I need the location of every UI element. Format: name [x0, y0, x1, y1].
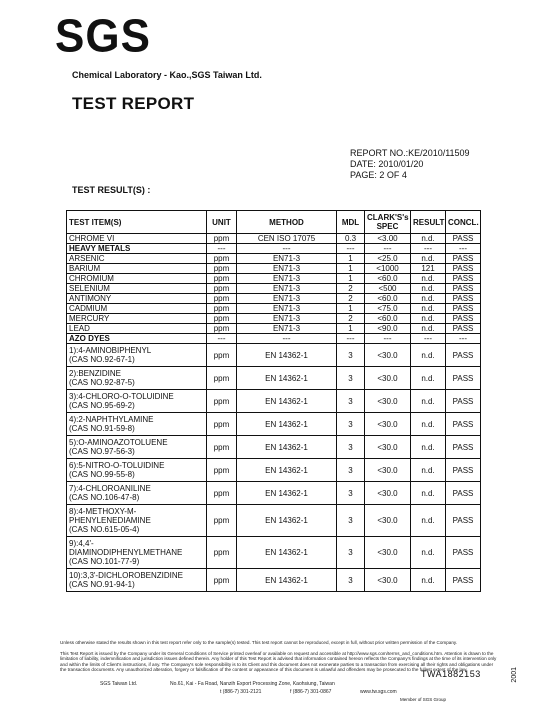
cell-mdl: 3 [337, 344, 365, 367]
cell-spec: <30.0 [365, 344, 411, 367]
cell-test-item: ARSENIC [67, 254, 207, 264]
table-row [67, 569, 481, 592]
cell-method: EN 14362-1 [237, 390, 337, 413]
cell-concl: --- [446, 334, 481, 344]
cell-test-item: CADMIUM [67, 304, 207, 314]
cell-concl: PASS [446, 482, 481, 505]
table-row [67, 244, 481, 254]
cell-method: EN71-3 [237, 314, 337, 324]
cell-spec: <90.0 [365, 324, 411, 334]
cell-spec: <30.0 [365, 537, 411, 569]
cell-result: n.d. [411, 274, 446, 284]
cell-method: CEN ISO 17075 [237, 234, 337, 244]
col-mdl: MDL [337, 211, 365, 234]
table-row [67, 304, 481, 314]
cell-method: EN 14362-1 [237, 459, 337, 482]
cell-test-item [67, 505, 207, 537]
cell-result: n.d. [411, 390, 446, 413]
col-concl: CONCL. [446, 211, 481, 234]
cell-item-line: 6):5-NITRO-O-TOLUIDINE [69, 461, 165, 470]
table-header-row [67, 211, 481, 234]
cell-spec: <30.0 [365, 390, 411, 413]
cell-spec: <30.0 [365, 505, 411, 537]
cell-concl: PASS [446, 569, 481, 592]
cell-test-item: CHROMIUM [67, 274, 207, 284]
cell-item-line: 1):4-AMINOBIPHENYL [69, 346, 152, 355]
cell-method: --- [237, 244, 337, 254]
cell-test-item [67, 537, 207, 569]
footer-tel: t (886-7) 301-2121 [220, 689, 262, 695]
cell-method: EN 14362-1 [237, 537, 337, 569]
cell-method: EN 14362-1 [237, 505, 337, 537]
cell-item-line: 4):2-NAPHTHYLAMINE [69, 415, 154, 424]
cell-item-line: DIAMINODIPHENYLMETHANE [69, 548, 183, 557]
cell-test-item: BARIUM [67, 264, 207, 274]
table-row [67, 334, 481, 344]
cell-unit: ppm [207, 569, 237, 592]
cell-mdl: 3 [337, 482, 365, 505]
cell-mdl: 3 [337, 390, 365, 413]
cell-method: EN71-3 [237, 324, 337, 334]
cell-method: EN 14362-1 [237, 367, 337, 390]
cell-test-item [67, 436, 207, 459]
cell-item-line: (CAS NO.92-87-5) [69, 378, 135, 387]
cell-concl: PASS [446, 436, 481, 459]
sgs-logo: SGS [55, 10, 151, 63]
col-result: RESULT [411, 211, 446, 234]
lab-name: Chemical Laboratory - Kao.,SGS Taiwan Ltd. [72, 70, 262, 80]
cell-mdl: 3 [337, 436, 365, 459]
cell-unit: ppm [207, 264, 237, 274]
table-body [67, 234, 481, 592]
cell-result: n.d. [411, 367, 446, 390]
table-row [67, 505, 481, 537]
cell-spec: <1000 [365, 264, 411, 274]
cell-concl: PASS [446, 234, 481, 244]
cell-method: EN71-3 [237, 294, 337, 304]
cell-spec: <500 [365, 284, 411, 294]
cell-spec: <30.0 [365, 482, 411, 505]
table-row [67, 284, 481, 294]
cell-concl: PASS [446, 324, 481, 334]
cell-spec: --- [365, 244, 411, 254]
cell-mdl: 3 [337, 459, 365, 482]
cell-unit: ppm [207, 413, 237, 436]
cell-result: n.d. [411, 294, 446, 304]
cell-mdl: 1 [337, 274, 365, 284]
cell-item-line: (CAS NO.615-05-4) [69, 525, 140, 534]
cell-test-item [67, 367, 207, 390]
cell-spec: <60.0 [365, 314, 411, 324]
cell-mdl: --- [337, 334, 365, 344]
cell-method: EN71-3 [237, 274, 337, 284]
cell-mdl: 1 [337, 304, 365, 314]
footer-web: www.tw.sgs.com [360, 689, 397, 695]
cell-test-item: CHROME VI [67, 234, 207, 244]
cell-unit: ppm [207, 367, 237, 390]
cell-item-line: 8):4-METHOXY-M- [69, 507, 137, 516]
footer-fax: f (886-7) 301-0867 [290, 689, 332, 695]
cell-method: EN 14362-1 [237, 569, 337, 592]
cell-spec: <30.0 [365, 413, 411, 436]
cell-mdl: 0.3 [337, 234, 365, 244]
table-row [67, 390, 481, 413]
cell-result: 121 [411, 264, 446, 274]
cell-test-item [67, 390, 207, 413]
cell-concl: PASS [446, 264, 481, 274]
cell-mdl: --- [337, 244, 365, 254]
table-row [67, 254, 481, 264]
cell-item-line: 10):3,3'-DICHLOROBENZIDINE [69, 571, 183, 580]
report-number: REPORT NO.:KE/2010/11509 [350, 148, 470, 158]
cell-mdl: 2 [337, 294, 365, 304]
cell-test-item [67, 413, 207, 436]
cell-test-item: AZO DYES [67, 334, 207, 344]
cell-result: n.d. [411, 344, 446, 367]
cell-test-item: HEAVY METALS [67, 244, 207, 254]
cell-concl: PASS [446, 294, 481, 304]
table-row [67, 413, 481, 436]
cell-method: EN71-3 [237, 264, 337, 274]
cell-item-line: 2):BENZIDINE [69, 369, 122, 378]
cell-test-item: ANTIMONY [67, 294, 207, 304]
cell-result: n.d. [411, 234, 446, 244]
cell-method: --- [237, 334, 337, 344]
cell-mdl: 3 [337, 413, 365, 436]
table-row [67, 264, 481, 274]
report-title: TEST REPORT [72, 94, 195, 113]
table-row [67, 324, 481, 334]
cell-test-item: SELENIUM [67, 284, 207, 294]
cell-unit: ppm [207, 459, 237, 482]
footer-disclaimer-2: This Test Report is issued by the Company under its General Conditions of Service printed overleaf or available on request and accessible at http://www.sgs.com/terms_and_conditions.htm. Attention is drawn to the limitation of liability, indemnification and jurisdiction issues defined therein. Any holder of this Test Report is advised that information contained hereon reflects the Company's findings at the time of its intervention only and within the limits of Client's instructions, if any. The Company's sole responsibility is to its Client and this document does not exonerate parties to a transaction from exercising all their rights and obligations under the transaction documents. Any unauthorized alteration, forgery or falsification of the content or appearance of this document is unlawful and offenders may be prosecuted to the fullest extent of the law. [60, 651, 497, 673]
page-number: PAGE: 2 OF 4 [350, 170, 407, 180]
member-label: Member of SGS Group [400, 697, 447, 702]
cell-unit: ppm [207, 436, 237, 459]
cell-test-item: LEAD [67, 324, 207, 334]
cell-unit: --- [207, 244, 237, 254]
cell-method: EN71-3 [237, 304, 337, 314]
col-unit: UNIT [207, 211, 237, 234]
results-label: TEST RESULT(S) : [72, 185, 151, 195]
cell-method: EN 14362-1 [237, 436, 337, 459]
cell-unit: ppm [207, 344, 237, 367]
cell-spec: <30.0 [365, 459, 411, 482]
cell-spec: <3.00 [365, 234, 411, 244]
cell-result: n.d. [411, 314, 446, 324]
footer-address: No.61, Kai - Fa Road, Nanzih Export Processing Zone, Kaohsiung, Taiwan [170, 681, 335, 687]
cell-mdl: 3 [337, 505, 365, 537]
cell-test-item: MERCURY [67, 314, 207, 324]
cell-item-line: 9):4,4'- [69, 539, 94, 548]
cell-concl: PASS [446, 537, 481, 569]
cell-unit: ppm [207, 324, 237, 334]
cell-item-line: 7):4-CHLOROANILINE [69, 484, 151, 493]
cell-result: n.d. [411, 304, 446, 314]
cell-item-line: (CAS NO.101-77-9) [69, 557, 140, 566]
col-method: METHOD [237, 211, 337, 234]
cell-item-line: 5):O-AMINOAZOTOLUENE [69, 438, 168, 447]
table-row [67, 459, 481, 482]
cell-spec: <30.0 [365, 569, 411, 592]
cell-result: n.d. [411, 459, 446, 482]
cell-spec: <60.0 [365, 294, 411, 304]
serial-number: TWA1882153 [421, 669, 481, 679]
cell-unit: ppm [207, 274, 237, 284]
cell-concl: PASS [446, 314, 481, 324]
cell-spec: --- [365, 334, 411, 344]
cell-concl: PASS [446, 254, 481, 264]
cell-unit: ppm [207, 505, 237, 537]
cell-mdl: 1 [337, 324, 365, 334]
cell-test-item [67, 344, 207, 367]
cell-item-line: (CAS NO.91-94-1) [69, 580, 135, 589]
cell-method: EN71-3 [237, 254, 337, 264]
cell-result: --- [411, 244, 446, 254]
cell-item-line: 3):4-CHLORO-O-TOLUIDINE [69, 392, 174, 401]
cell-item-line: (CAS NO.92-67-1) [69, 355, 135, 364]
table-row [67, 436, 481, 459]
cell-result: n.d. [411, 413, 446, 436]
cell-test-item [67, 482, 207, 505]
cell-result: n.d. [411, 436, 446, 459]
cell-unit: ppm [207, 314, 237, 324]
cell-test-item [67, 459, 207, 482]
cell-spec: <75.0 [365, 304, 411, 314]
cell-result: n.d. [411, 324, 446, 334]
cell-item-line: (CAS NO.91-59-8) [69, 424, 135, 433]
cell-item-line: PHENYLENEDIAMINE [69, 516, 151, 525]
cell-spec: <30.0 [365, 436, 411, 459]
cell-method: EN71-3 [237, 284, 337, 294]
footer-company: SGS Taiwan Ltd. [100, 681, 138, 687]
table-row [67, 537, 481, 569]
cell-mdl: 3 [337, 537, 365, 569]
col-test-item: TEST ITEM(S) [67, 211, 207, 234]
cell-method: EN 14362-1 [237, 344, 337, 367]
cell-concl: PASS [446, 390, 481, 413]
cell-unit: ppm [207, 390, 237, 413]
side-number: 2001 [511, 667, 518, 683]
cell-unit: ppm [207, 482, 237, 505]
table-row [67, 314, 481, 324]
results-table [66, 210, 481, 592]
cell-mdl: 1 [337, 264, 365, 274]
cell-mdl: 1 [337, 254, 365, 264]
cell-concl: PASS [446, 344, 481, 367]
cell-result: n.d. [411, 482, 446, 505]
cell-concl: --- [446, 244, 481, 254]
cell-unit: ppm [207, 254, 237, 264]
cell-concl: PASS [446, 505, 481, 537]
cell-result: n.d. [411, 505, 446, 537]
cell-mdl: 3 [337, 367, 365, 390]
cell-result: --- [411, 334, 446, 344]
cell-mdl: 3 [337, 569, 365, 592]
cell-unit: ppm [207, 294, 237, 304]
cell-result: n.d. [411, 284, 446, 294]
cell-spec: <25.0 [365, 254, 411, 264]
report-date: DATE: 2010/01/20 [350, 159, 424, 169]
cell-result: n.d. [411, 537, 446, 569]
cell-concl: PASS [446, 459, 481, 482]
cell-spec: <60.0 [365, 274, 411, 284]
cell-mdl: 2 [337, 284, 365, 294]
cell-test-item [67, 569, 207, 592]
cell-item-line: (CAS NO.106-47-8) [69, 493, 140, 502]
cell-spec: <30.0 [365, 367, 411, 390]
cell-item-line: (CAS NO.99-55-8) [69, 470, 135, 479]
cell-item-line: (CAS NO.95-69-2) [69, 401, 135, 410]
cell-unit: ppm [207, 234, 237, 244]
cell-concl: PASS [446, 284, 481, 294]
table-row [67, 367, 481, 390]
cell-method: EN 14362-1 [237, 413, 337, 436]
cell-result: n.d. [411, 254, 446, 264]
cell-concl: PASS [446, 367, 481, 390]
cell-item-line: (CAS NO.97-56-3) [69, 447, 135, 456]
cell-mdl: 2 [337, 314, 365, 324]
table-row [67, 482, 481, 505]
cell-concl: PASS [446, 274, 481, 284]
cell-unit: ppm [207, 284, 237, 294]
cell-method: EN 14362-1 [237, 482, 337, 505]
cell-unit: --- [207, 334, 237, 344]
cell-result: n.d. [411, 569, 446, 592]
cell-concl: PASS [446, 304, 481, 314]
table-row [67, 294, 481, 304]
cell-unit: ppm [207, 304, 237, 314]
table-row [67, 344, 481, 367]
table-row [67, 234, 481, 244]
footer-disclaimer-1: Unless otherwise stated the results shown in this test report refer only to the sample(s) tested. This test report cannot be reproduced, except in full, without prior written permission of the Company. [60, 640, 458, 645]
table-row [67, 274, 481, 284]
cell-concl: PASS [446, 413, 481, 436]
cell-unit: ppm [207, 537, 237, 569]
col-spec: CLARK'S's SPEC [365, 211, 411, 234]
